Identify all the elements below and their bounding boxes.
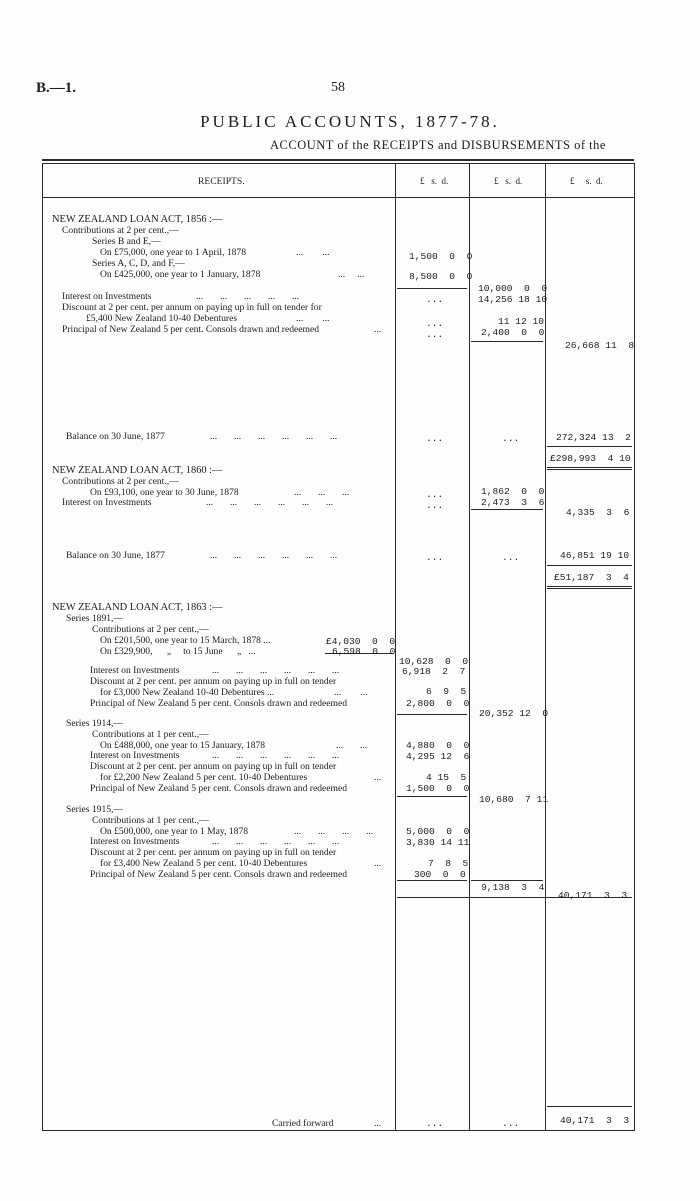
- amount-col-1: ...: [426, 329, 444, 340]
- amount-col-2: 10,680 7 11: [479, 794, 549, 805]
- page-title: PUBLIC ACCOUNTS, 1877-78.: [200, 112, 500, 131]
- amount-col-1: ...: [426, 1118, 444, 1129]
- account-subtitle: ACCOUNT of the RECEIPTS and DISBURSEMENTS of the: [270, 138, 606, 152]
- amount-col-1: 4,295 12 6: [406, 751, 470, 762]
- leader-dots: ...: [374, 1118, 382, 1129]
- section-heading: NEW ZEALAND LOAN ACT, 1863 :—: [52, 602, 223, 613]
- leader-dots: ... ...: [334, 687, 368, 698]
- line-item-label: On £201,500, one year to 15 March, 1878 ...: [100, 635, 271, 646]
- table-right-border: [634, 163, 635, 1131]
- line-item-label: Principal of New Zealand 5 per cent. Consols drawn and redeemed: [90, 698, 348, 709]
- section-heading: NEW ZEALAND LOAN ACT, 1860 :—: [52, 465, 223, 476]
- amount-col-1: 1,500 0 0: [406, 783, 470, 794]
- subtotal-rule: [471, 880, 543, 881]
- amount-col-1: 7 8 5: [428, 858, 469, 869]
- amount-col-1: 5,000 0 0: [406, 826, 470, 837]
- line-item-label: Principal of New Zealand 5 per cent. Consols drawn and redeemed: [90, 783, 348, 794]
- col-divider-2: [469, 163, 470, 1131]
- amount-col-3: 26,668 11 8: [565, 340, 635, 351]
- amount-col-1: 4,880 0 0: [406, 740, 470, 751]
- column-header-receipts: RECEIPTS.: [198, 176, 245, 187]
- line-item-label: for £2,200 New Zealand 5 per cent. 10-40 Debentures: [100, 772, 308, 783]
- table-bottom-rule: [42, 1130, 635, 1131]
- line-item-label: Interest on Investments: [62, 291, 152, 302]
- grand-total: £298,993 4 10: [550, 453, 631, 464]
- line-item-label: £5,400 New Zealand 10-40 Debentures: [86, 313, 238, 324]
- line-item-label: Discount at 2 per cent. per annum on paying up in full on tender: [90, 761, 337, 772]
- line-item-label: On £93,100, one year to 30 June, 1878: [90, 487, 239, 498]
- line-item-label: Contributions at 1 per cent.,—: [92, 729, 209, 740]
- carried-forward-amount: 40,171 3 3: [560, 1115, 630, 1126]
- amount-col-1: ...: [426, 500, 444, 511]
- amount-col-1: 1,500 0 0: [409, 251, 473, 262]
- amount-col-3: 46,851 19 10: [560, 550, 630, 561]
- document-code: B.—1.: [36, 80, 77, 96]
- amount-col-2: 14,256 18 10: [478, 294, 548, 305]
- line-item-label: Discount at 2 per cent. per annum on paying up in full on tender: [90, 676, 337, 687]
- column-header-amount-3: £ s. d.: [570, 176, 603, 186]
- leader-dots: ... ... ...: [294, 487, 350, 498]
- amount-col-1: ...: [426, 318, 444, 329]
- total-rule: [547, 446, 632, 447]
- line-item-label: for £3,400 New Zealand 5 per cent. 10-40 Debentures: [100, 858, 308, 869]
- line-item-label: Discount at 2 per cent. per annum on paying up in full on tender: [90, 847, 337, 858]
- amount-col-3: 4,335 3 6: [566, 507, 630, 518]
- line-item-label: Principal of New Zealand 5 per cent. Consols drawn and redeemed: [62, 324, 320, 335]
- leader-dots: ...: [374, 858, 382, 869]
- grand-total: £51,187 3 4: [554, 572, 629, 583]
- section-heading: NEW ZEALAND LOAN ACT, 1856 :—: [52, 214, 223, 225]
- leader-dots: ... ... ... ... ... ...: [212, 836, 340, 847]
- leader-dots: ... ... ... ... ... ...: [212, 750, 340, 761]
- line-item-label: On £500,000, one year to 1 May, 1878: [100, 826, 249, 837]
- leader-dots: ... ... ... ... ... ...: [210, 431, 338, 442]
- amount-col-1: 3,830 14 11: [406, 837, 470, 848]
- leader-dots: ... ... ... ... ... ...: [210, 550, 338, 561]
- amount-col-1: ...: [426, 433, 444, 444]
- leader-dots: ... ...: [336, 740, 368, 751]
- total-rule: [547, 565, 632, 566]
- line-item-label: Principal of New Zealand 5 per cent. Consols drawn and redeemed: [90, 869, 348, 880]
- line-item-label: On £425,000, one year to 1 January, 1878: [100, 269, 261, 280]
- amount-col-1: 6,918 2 7: [402, 666, 466, 677]
- amount-col-1: ...: [426, 552, 444, 563]
- leader-dots: ... ... ... ... ... ...: [212, 665, 340, 676]
- column-header-amount-2: £ s. d.: [494, 176, 523, 186]
- line-item-label: Series A, C, D, and F,—: [92, 258, 185, 269]
- line-item-label: Interest on Investments: [62, 497, 152, 508]
- line-item-label: Contributions at 1 per cent.,—: [92, 815, 209, 826]
- line-item-label: On £75,000, one year to 1 April, 1878: [100, 247, 247, 258]
- line-item-label: Contributions at 2 per cent.,—: [62, 225, 179, 236]
- amount-col-1: ...: [426, 489, 444, 500]
- line-item-label: Series 1891,—: [66, 613, 124, 624]
- line-item-label: Interest on Investments: [90, 836, 180, 847]
- line-item-label: On £488,000, one year to 15 January, 1878: [100, 740, 266, 751]
- total-double-rule: [547, 467, 632, 468]
- inner-amount: £4,030 0 0: [326, 636, 396, 647]
- line-item-label: Series 1915,—: [66, 804, 124, 815]
- page-number: 58: [331, 80, 345, 95]
- line-item-label: On £329,900, „ to 15 June „ ...: [100, 646, 256, 657]
- total-double-rule: [547, 588, 632, 589]
- line-item-label: Contributions at 2 per cent.,—: [62, 476, 179, 487]
- line-item-label: Interest on Investments: [90, 665, 180, 676]
- line-item-label: Series B and E,—: [92, 236, 161, 247]
- line-item-label: Balance on 30 June, 1877: [66, 431, 165, 442]
- line-item-label: Series 1914,—: [66, 718, 124, 729]
- amount-col-1: 10,628 0 0: [399, 656, 469, 667]
- amount-col-1: 4 15 5: [426, 772, 467, 783]
- amount-col-3: 40,171 3 3: [558, 890, 628, 901]
- amount-col-2: ...: [502, 433, 520, 444]
- amount-col-1: 8,500 0 0: [409, 271, 473, 282]
- leader-dots: ...: [374, 772, 382, 783]
- total-double-rule: [547, 586, 632, 587]
- amount-col-2: 2,400 0 0: [481, 327, 545, 338]
- leader-dots: ... ... ... ... ...: [196, 291, 300, 302]
- line-item-label: Interest on Investments: [90, 750, 180, 761]
- total-double-rule: [547, 469, 632, 470]
- amount-col-1: 6 9 5: [426, 686, 467, 697]
- amount-col-2: 11 12 10: [498, 316, 545, 327]
- subtotal-rule: [397, 714, 467, 715]
- leader-dots: ...: [374, 324, 382, 335]
- table-left-border: [42, 163, 43, 1131]
- carried-forward-rule: [547, 1106, 632, 1107]
- amount-col-2: 9,138 3 4: [481, 882, 545, 893]
- amount-col-3: 272,324 13 2: [556, 432, 631, 443]
- amount-col-2: ...: [502, 552, 520, 563]
- line-item-label: Balance on 30 June, 1877: [66, 550, 165, 561]
- carried-forward-label: Carried forward: [272, 1118, 334, 1129]
- amount-col-2: 10,000 0 0: [478, 283, 548, 294]
- leader-dots: ... ... ... ... ... ...: [206, 497, 334, 508]
- amount-col-2: 20,352 12 0: [479, 708, 549, 719]
- leader-dots: ... ...: [338, 269, 365, 280]
- amount-col-1: ...: [426, 294, 444, 305]
- amount-col-1: 300 0 0: [414, 869, 466, 880]
- amount-col-2: ...: [502, 1118, 520, 1129]
- leader-dots: ... ...: [296, 247, 330, 258]
- subtotal-rule: [397, 288, 467, 289]
- subtotal-rule: [471, 509, 543, 510]
- amount-col-2: 2,473 3 6: [481, 497, 545, 508]
- inner-amount: 6,598 0 0: [332, 646, 396, 657]
- amount-col-2: 1,862 0 0: [481, 486, 545, 497]
- line-item-label: Discount at 2 per cent. per annum on paying up in full on tender for: [62, 302, 322, 313]
- amount-col-1: 2,800 0 0: [406, 698, 470, 709]
- subtotal-rule: [471, 341, 543, 342]
- subtotal-rule: [397, 796, 467, 797]
- line-item-label: Contributions at 2 per cent.,—: [92, 624, 209, 635]
- col-divider-3: [545, 163, 546, 1131]
- line-item-label: for £3,000 New Zealand 10-40 Debentures ...: [100, 687, 275, 698]
- table-top-rule: [42, 159, 634, 161]
- leader-dots: ... ... ... ...: [294, 826, 374, 837]
- leader-dots: ... ...: [296, 313, 330, 324]
- subtotal-rule: [397, 880, 467, 881]
- column-header-amount-1: £ s. d.: [420, 176, 449, 186]
